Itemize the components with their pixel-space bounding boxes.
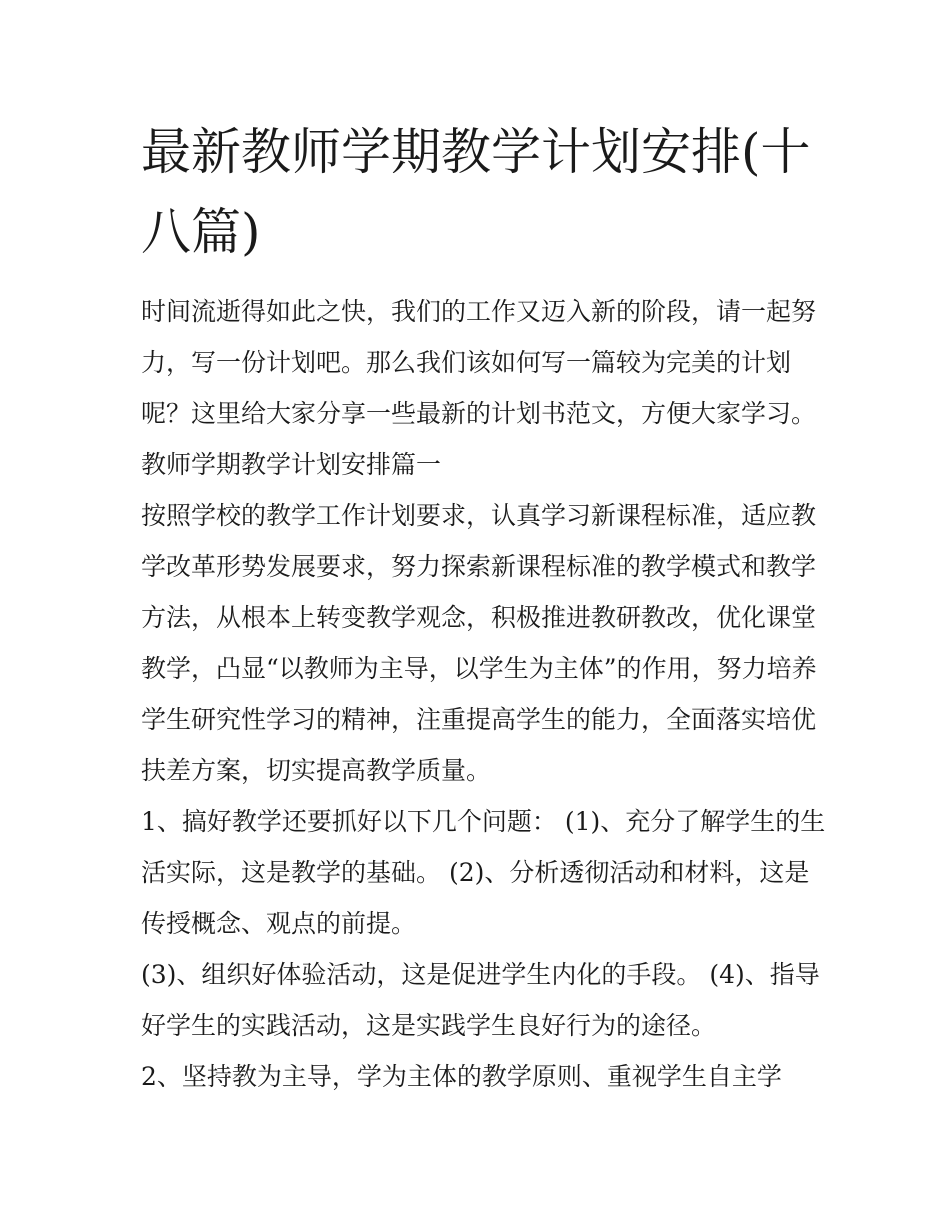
text-line: 活实际，这是教学的基础。 (2)、分析透彻活动和材料，这是: [141, 858, 810, 887]
paragraph-2: [141, 796, 826, 949]
title-line: 八篇): [141, 203, 261, 261]
text-line: 学生研究性学习的精神，注重提高学生的能力，全面落实培优: [141, 705, 817, 734]
paragraph-3: [141, 949, 821, 1051]
document-title: [141, 112, 821, 272]
paragraph-1: [141, 490, 821, 796]
text-line: 传授概念、观点的前提。: [141, 909, 417, 938]
text-line: 按照学校的教学工作计划要求，认真学习新课程标准，适应教: [141, 501, 817, 530]
text-line: 2、坚持教为主导，学为主体的教学原则、重视学生自主学: [141, 1062, 782, 1091]
intro-paragraph: [141, 286, 821, 439]
text-line: 呢？这里给大家分享一些最新的计划书范文，方便大家学习。: [141, 399, 817, 428]
text-line: 时间流逝得如此之快，我们的工作又迈入新的阶段，请一起努: [141, 297, 817, 326]
title-line: 最新教师学期教学计划安排(十: [141, 123, 811, 181]
text-line: (3)、组织好体验活动，这是促进学生内化的手段。 (4)、指导: [141, 960, 820, 989]
text-line: 力，写一份计划吧。那么我们该如何写一篇较为完美的计划: [141, 348, 792, 377]
text-line: 教学，凸显“以教师为主导，以学生为主体”的作用，努力培养: [141, 654, 817, 683]
text-line: 好学生的实践活动，这是实践学生良好行为的途径。: [141, 1011, 717, 1040]
text-line: 学改革形势发展要求，努力探索新课程标准的教学模式和教学: [141, 552, 817, 581]
text-line: 方法，从根本上转变教学观念，积极推进教研教改，优化课堂: [141, 603, 817, 632]
text-line: 1、搞好教学还要抓好以下几个问题： (1)、充分了解学生的生: [141, 807, 826, 836]
document-page: [141, 112, 826, 1102]
text-line: 扶差方案，切实提高教学质量。: [141, 756, 492, 785]
document-body: [141, 286, 826, 1102]
section-heading: [141, 439, 821, 490]
text-line: 教师学期教学计划安排篇一: [141, 450, 442, 479]
paragraph-4: [141, 1051, 821, 1102]
